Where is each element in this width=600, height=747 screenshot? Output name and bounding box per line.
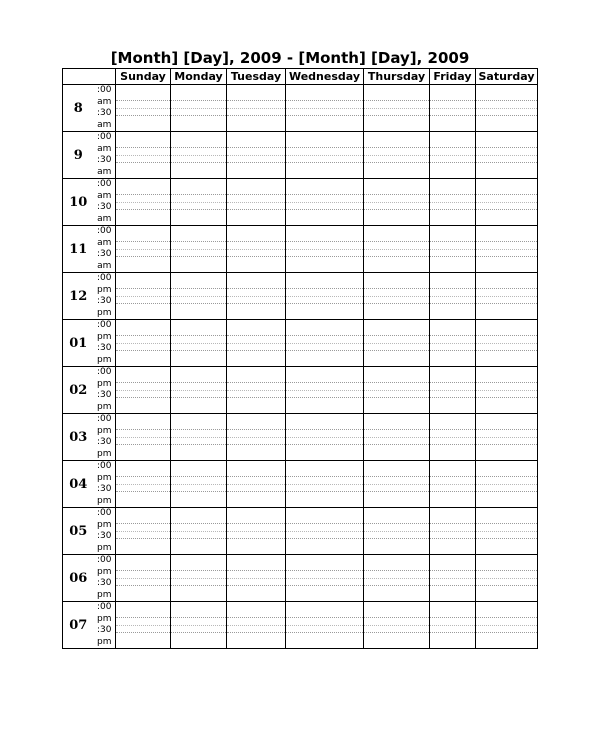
half-hour-divider bbox=[171, 531, 226, 532]
slot-saturday[interactable] bbox=[476, 85, 538, 132]
slot-wednesday[interactable] bbox=[286, 85, 364, 132]
half-hour-divider bbox=[476, 437, 537, 438]
half-hour-divider bbox=[364, 578, 429, 579]
slot-friday[interactable] bbox=[430, 273, 476, 320]
half-hour-divider bbox=[476, 202, 537, 203]
period-label: pm bbox=[97, 636, 112, 647]
hour-row bbox=[63, 132, 538, 179]
minute-mark-00: :00 bbox=[97, 85, 112, 96]
slot-friday[interactable] bbox=[430, 602, 476, 649]
half-hour-divider bbox=[227, 108, 285, 109]
period-label: pm bbox=[97, 425, 112, 436]
half-hour-divider bbox=[116, 437, 170, 438]
slot-wednesday[interactable] bbox=[286, 461, 364, 508]
half-hour-divider bbox=[364, 155, 429, 156]
slot-sunday[interactable] bbox=[116, 367, 171, 414]
slot-saturday[interactable] bbox=[476, 508, 538, 555]
period-label: pm bbox=[97, 401, 112, 412]
slot-wednesday[interactable] bbox=[286, 414, 364, 461]
half-hour-divider bbox=[227, 390, 285, 391]
half-hour-divider bbox=[286, 202, 363, 203]
half-hour-divider bbox=[116, 249, 170, 250]
slot-monday[interactable] bbox=[171, 132, 227, 179]
slot-friday[interactable] bbox=[430, 461, 476, 508]
period-label: pm bbox=[97, 495, 112, 506]
hour-label: 03 bbox=[63, 414, 94, 461]
half-hour-divider bbox=[286, 296, 363, 297]
half-hour-divider bbox=[364, 296, 429, 297]
period-label: am bbox=[97, 96, 112, 107]
slot-wednesday[interactable] bbox=[286, 367, 364, 414]
half-hour-divider bbox=[286, 249, 363, 250]
slot-monday[interactable] bbox=[171, 461, 227, 508]
half-hour-divider bbox=[116, 531, 170, 532]
slot-tuesday[interactable] bbox=[227, 226, 286, 273]
half-hour-divider bbox=[286, 484, 363, 485]
slot-saturday[interactable] bbox=[476, 273, 538, 320]
schedule-title: [Month] [Day], 2009 - [Month] [Day], 2009 bbox=[110, 49, 470, 67]
slot-tuesday[interactable] bbox=[227, 179, 286, 226]
minute-mark-30: :30 bbox=[97, 202, 112, 213]
half-hour-divider bbox=[476, 296, 537, 297]
half-hour-divider bbox=[430, 296, 475, 297]
half-hour-divider bbox=[171, 202, 226, 203]
time-marks bbox=[94, 461, 116, 508]
period-label: am bbox=[97, 260, 112, 271]
half-hour-divider bbox=[476, 484, 537, 485]
half-hour-divider bbox=[430, 437, 475, 438]
minute-mark-30: :30 bbox=[97, 531, 112, 542]
time-marks bbox=[94, 555, 116, 602]
slot-saturday[interactable] bbox=[476, 320, 538, 367]
hour-row bbox=[63, 414, 538, 461]
minute-mark-30: :30 bbox=[97, 155, 112, 166]
period-label: pm bbox=[97, 354, 112, 365]
period-label: am bbox=[97, 166, 112, 177]
half-hour-divider bbox=[171, 343, 226, 344]
minute-mark-30: :30 bbox=[97, 625, 112, 636]
slot-wednesday[interactable] bbox=[286, 555, 364, 602]
half-hour-divider bbox=[476, 155, 537, 156]
slot-sunday[interactable] bbox=[116, 273, 171, 320]
day-header-sunday: Sunday bbox=[116, 69, 171, 85]
hour-label: 11 bbox=[63, 226, 94, 273]
slot-monday[interactable] bbox=[171, 273, 227, 320]
half-hour-divider bbox=[430, 578, 475, 579]
half-hour-divider bbox=[364, 437, 429, 438]
half-hour-divider bbox=[364, 202, 429, 203]
half-hour-divider bbox=[227, 531, 285, 532]
half-hour-divider bbox=[227, 484, 285, 485]
half-hour-divider bbox=[430, 625, 475, 626]
slot-thursday[interactable] bbox=[364, 367, 430, 414]
slot-wednesday[interactable] bbox=[286, 320, 364, 367]
minute-mark-00: :00 bbox=[97, 367, 112, 378]
slot-saturday[interactable] bbox=[476, 367, 538, 414]
minute-mark-00: :00 bbox=[97, 461, 112, 472]
minute-mark-00: :00 bbox=[97, 602, 112, 613]
slot-sunday[interactable] bbox=[116, 226, 171, 273]
half-hour-divider bbox=[171, 296, 226, 297]
slot-wednesday[interactable] bbox=[286, 179, 364, 226]
half-hour-divider bbox=[116, 390, 170, 391]
slot-monday[interactable] bbox=[171, 226, 227, 273]
hour-label: 12 bbox=[63, 273, 94, 320]
hour-label: 8 bbox=[63, 85, 94, 132]
slot-monday[interactable] bbox=[171, 85, 227, 132]
minute-mark-00: :00 bbox=[97, 414, 112, 425]
half-hour-divider bbox=[171, 249, 226, 250]
half-hour-divider bbox=[430, 249, 475, 250]
slot-thursday[interactable] bbox=[364, 320, 430, 367]
period-label: pm bbox=[97, 331, 112, 342]
slot-saturday[interactable] bbox=[476, 602, 538, 649]
hour-row bbox=[63, 508, 538, 555]
period-label: am bbox=[97, 190, 112, 201]
half-hour-divider bbox=[116, 484, 170, 485]
half-hour-divider bbox=[476, 343, 537, 344]
slot-monday[interactable] bbox=[171, 555, 227, 602]
hour-row bbox=[63, 367, 538, 414]
period-label: am bbox=[97, 237, 112, 248]
period-label: pm bbox=[97, 519, 112, 530]
minute-mark-30: :30 bbox=[97, 108, 112, 119]
slot-saturday[interactable] bbox=[476, 226, 538, 273]
minute-mark-30: :30 bbox=[97, 390, 112, 401]
half-hour-divider bbox=[286, 343, 363, 344]
half-hour-divider bbox=[364, 390, 429, 391]
time-marks bbox=[94, 226, 116, 273]
half-hour-divider bbox=[286, 531, 363, 532]
slot-tuesday[interactable] bbox=[227, 85, 286, 132]
time-marks bbox=[94, 414, 116, 461]
half-hour-divider bbox=[430, 108, 475, 109]
minute-mark-00: :00 bbox=[97, 555, 112, 566]
minute-mark-30: :30 bbox=[97, 249, 112, 260]
half-hour-divider bbox=[430, 484, 475, 485]
slot-tuesday[interactable] bbox=[227, 555, 286, 602]
half-hour-divider bbox=[116, 108, 170, 109]
half-hour-divider bbox=[116, 296, 170, 297]
period-label: pm bbox=[97, 589, 112, 600]
half-hour-divider bbox=[286, 578, 363, 579]
slot-tuesday[interactable] bbox=[227, 508, 286, 555]
time-marks bbox=[94, 367, 116, 414]
slot-tuesday[interactable] bbox=[227, 602, 286, 649]
weekly-schedule-grid bbox=[62, 68, 538, 649]
hour-row bbox=[63, 555, 538, 602]
slot-sunday[interactable] bbox=[116, 508, 171, 555]
slot-tuesday[interactable] bbox=[227, 414, 286, 461]
day-header-wednesday: Wednesday bbox=[286, 69, 364, 85]
hour-label: 9 bbox=[63, 132, 94, 179]
slot-thursday[interactable] bbox=[364, 414, 430, 461]
day-header-thursday: Thursday bbox=[364, 69, 430, 85]
slot-thursday[interactable] bbox=[364, 602, 430, 649]
time-marks bbox=[94, 602, 116, 649]
slot-thursday[interactable] bbox=[364, 273, 430, 320]
half-hour-divider bbox=[227, 249, 285, 250]
hour-row bbox=[63, 226, 538, 273]
day-header-row bbox=[63, 69, 538, 85]
half-hour-divider bbox=[171, 578, 226, 579]
half-hour-divider bbox=[171, 108, 226, 109]
hour-row bbox=[63, 179, 538, 226]
half-hour-divider bbox=[476, 108, 537, 109]
minute-mark-00: :00 bbox=[97, 132, 112, 143]
slot-friday[interactable] bbox=[430, 85, 476, 132]
slot-sunday[interactable] bbox=[116, 555, 171, 602]
slot-friday[interactable] bbox=[430, 132, 476, 179]
slot-thursday[interactable] bbox=[364, 226, 430, 273]
half-hour-divider bbox=[364, 625, 429, 626]
half-hour-divider bbox=[116, 625, 170, 626]
slot-sunday[interactable] bbox=[116, 85, 171, 132]
half-hour-divider bbox=[227, 437, 285, 438]
hour-row bbox=[63, 320, 538, 367]
hour-label: 05 bbox=[63, 508, 94, 555]
hour-row bbox=[63, 602, 538, 649]
hour-label: 10 bbox=[63, 179, 94, 226]
slot-wednesday[interactable] bbox=[286, 273, 364, 320]
slot-monday[interactable] bbox=[171, 320, 227, 367]
minute-mark-00: :00 bbox=[97, 179, 112, 190]
hour-row bbox=[63, 461, 538, 508]
half-hour-divider bbox=[364, 343, 429, 344]
half-hour-divider bbox=[116, 343, 170, 344]
hour-row bbox=[63, 273, 538, 320]
minute-mark-30: :30 bbox=[97, 437, 112, 448]
period-label: pm bbox=[97, 307, 112, 318]
half-hour-divider bbox=[476, 578, 537, 579]
time-marks bbox=[94, 132, 116, 179]
period-label: pm bbox=[97, 284, 112, 295]
day-header-saturday: Saturday bbox=[476, 69, 538, 85]
slot-friday[interactable] bbox=[430, 226, 476, 273]
half-hour-divider bbox=[430, 202, 475, 203]
period-label: pm bbox=[97, 378, 112, 389]
slot-monday[interactable] bbox=[171, 508, 227, 555]
slot-tuesday[interactable] bbox=[227, 273, 286, 320]
half-hour-divider bbox=[476, 390, 537, 391]
time-marks bbox=[94, 273, 116, 320]
half-hour-divider bbox=[476, 625, 537, 626]
half-hour-divider bbox=[430, 343, 475, 344]
slot-thursday[interactable] bbox=[364, 85, 430, 132]
minute-mark-30: :30 bbox=[97, 484, 112, 495]
half-hour-divider bbox=[430, 390, 475, 391]
slot-sunday[interactable] bbox=[116, 414, 171, 461]
period-label: am bbox=[97, 119, 112, 130]
corner-cell bbox=[63, 69, 116, 85]
slot-sunday[interactable] bbox=[116, 602, 171, 649]
half-hour-divider bbox=[430, 155, 475, 156]
period-label: pm bbox=[97, 542, 112, 553]
slot-saturday[interactable] bbox=[476, 179, 538, 226]
slot-tuesday[interactable] bbox=[227, 367, 286, 414]
slot-thursday[interactable] bbox=[364, 179, 430, 226]
slot-thursday[interactable] bbox=[364, 461, 430, 508]
slot-monday[interactable] bbox=[171, 367, 227, 414]
half-hour-divider bbox=[476, 249, 537, 250]
slot-sunday[interactable] bbox=[116, 132, 171, 179]
half-hour-divider bbox=[364, 531, 429, 532]
slot-tuesday[interactable] bbox=[227, 320, 286, 367]
half-hour-divider bbox=[286, 625, 363, 626]
slot-thursday[interactable] bbox=[364, 508, 430, 555]
slot-wednesday[interactable] bbox=[286, 226, 364, 273]
hour-label: 07 bbox=[63, 602, 94, 649]
day-header-tuesday: Tuesday bbox=[227, 69, 286, 85]
half-hour-divider bbox=[364, 484, 429, 485]
half-hour-divider bbox=[286, 108, 363, 109]
half-hour-divider bbox=[227, 343, 285, 344]
hour-label: 06 bbox=[63, 555, 94, 602]
slot-wednesday[interactable] bbox=[286, 132, 364, 179]
time-marks bbox=[94, 85, 116, 132]
period-label: pm bbox=[97, 472, 112, 483]
slot-friday[interactable] bbox=[430, 320, 476, 367]
slot-thursday[interactable] bbox=[364, 132, 430, 179]
half-hour-divider bbox=[171, 155, 226, 156]
time-marks bbox=[94, 320, 116, 367]
minute-mark-00: :00 bbox=[97, 273, 112, 284]
slot-sunday[interactable] bbox=[116, 461, 171, 508]
period-label: pm bbox=[97, 566, 112, 577]
hour-label: 04 bbox=[63, 461, 94, 508]
minute-mark-00: :00 bbox=[97, 226, 112, 237]
half-hour-divider bbox=[116, 202, 170, 203]
half-hour-divider bbox=[227, 296, 285, 297]
period-label: am bbox=[97, 143, 112, 154]
time-marks bbox=[94, 508, 116, 555]
half-hour-divider bbox=[227, 202, 285, 203]
half-hour-divider bbox=[171, 484, 226, 485]
half-hour-divider bbox=[430, 531, 475, 532]
slot-sunday[interactable] bbox=[116, 320, 171, 367]
slot-wednesday[interactable] bbox=[286, 508, 364, 555]
half-hour-divider bbox=[227, 155, 285, 156]
minute-mark-30: :30 bbox=[97, 296, 112, 307]
period-label: am bbox=[97, 213, 112, 224]
minute-mark-00: :00 bbox=[97, 320, 112, 331]
slot-monday[interactable] bbox=[171, 179, 227, 226]
slot-friday[interactable] bbox=[430, 555, 476, 602]
period-label: pm bbox=[97, 613, 112, 624]
half-hour-divider bbox=[286, 155, 363, 156]
slot-tuesday[interactable] bbox=[227, 461, 286, 508]
half-hour-divider bbox=[116, 155, 170, 156]
slot-friday[interactable] bbox=[430, 367, 476, 414]
half-hour-divider bbox=[227, 578, 285, 579]
slot-tuesday[interactable] bbox=[227, 132, 286, 179]
slot-friday[interactable] bbox=[430, 179, 476, 226]
half-hour-divider bbox=[171, 625, 226, 626]
half-hour-divider bbox=[364, 249, 429, 250]
half-hour-divider bbox=[364, 108, 429, 109]
day-header-friday: Friday bbox=[430, 69, 476, 85]
day-header-monday: Monday bbox=[171, 69, 227, 85]
hour-label: 02 bbox=[63, 367, 94, 414]
half-hour-divider bbox=[227, 625, 285, 626]
slot-saturday[interactable] bbox=[476, 414, 538, 461]
half-hour-divider bbox=[171, 437, 226, 438]
slot-monday[interactable] bbox=[171, 414, 227, 461]
time-marks bbox=[94, 179, 116, 226]
period-label: pm bbox=[97, 448, 112, 459]
slot-wednesday[interactable] bbox=[286, 602, 364, 649]
slot-sunday[interactable] bbox=[116, 179, 171, 226]
hour-row bbox=[63, 85, 538, 132]
slot-saturday[interactable] bbox=[476, 461, 538, 508]
hour-label: 01 bbox=[63, 320, 94, 367]
half-hour-divider bbox=[286, 437, 363, 438]
half-hour-divider bbox=[286, 390, 363, 391]
minute-mark-00: :00 bbox=[97, 508, 112, 519]
minute-mark-30: :30 bbox=[97, 343, 112, 354]
half-hour-divider bbox=[476, 531, 537, 532]
minute-mark-30: :30 bbox=[97, 578, 112, 589]
half-hour-divider bbox=[171, 390, 226, 391]
slot-friday[interactable] bbox=[430, 508, 476, 555]
slot-thursday[interactable] bbox=[364, 555, 430, 602]
slot-saturday[interactable] bbox=[476, 555, 538, 602]
half-hour-divider bbox=[116, 578, 170, 579]
slot-monday[interactable] bbox=[171, 602, 227, 649]
slot-saturday[interactable] bbox=[476, 132, 538, 179]
slot-friday[interactable] bbox=[430, 414, 476, 461]
